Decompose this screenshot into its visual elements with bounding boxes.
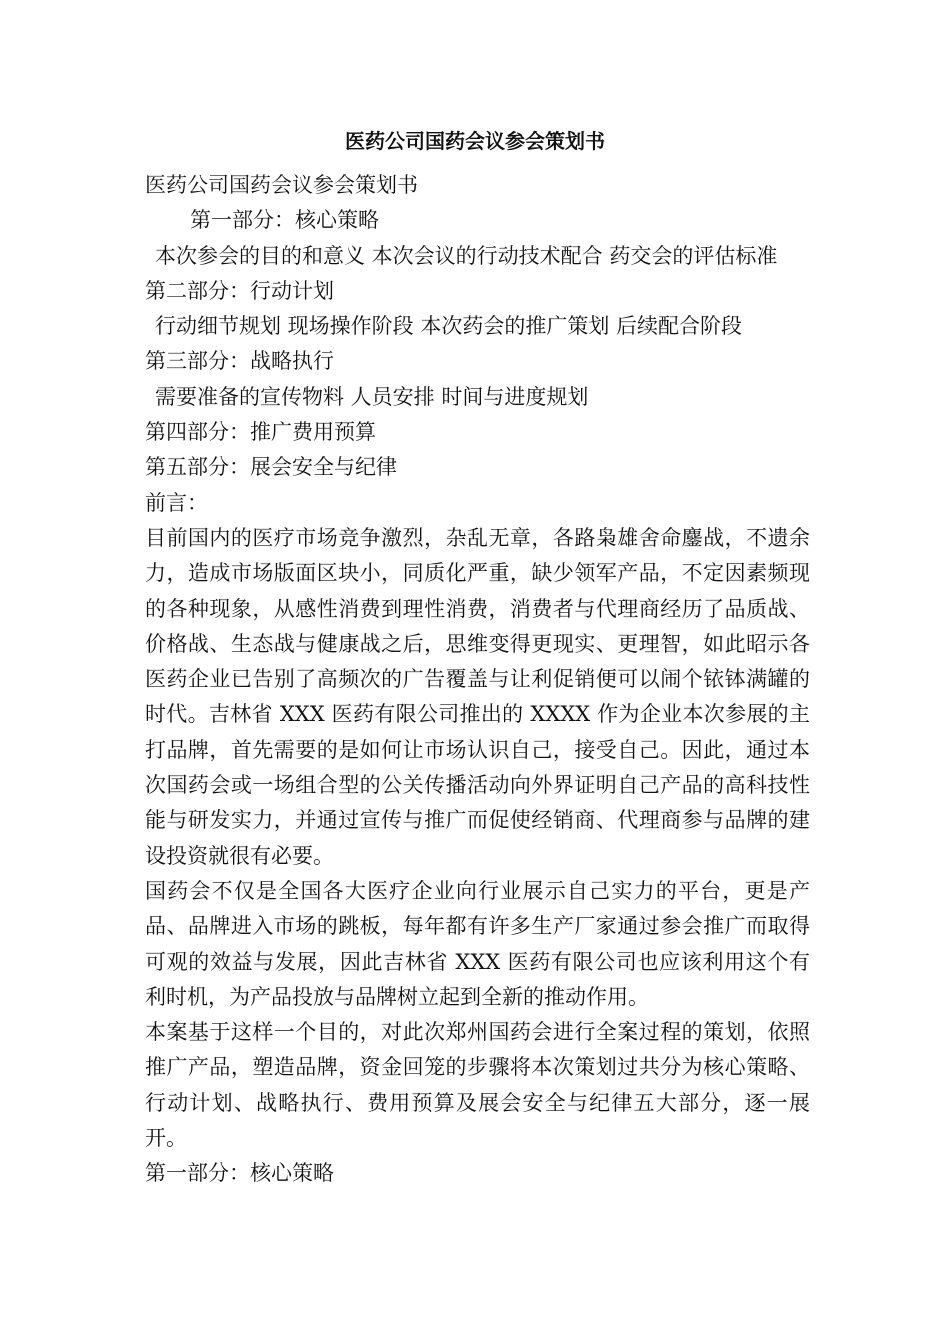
section-heading: 第一部分：核心策略 — [145, 1161, 334, 1186]
document-body — [145, 168, 810, 1192]
preface-paragraph-2: 国药会不仅是全国各大医疗企业向行业展示自己实力的平台，更是产品、品牌进入市场的跳板，每年都有许多生产厂家通过参会推广而取得可观的效益与发展，因此吉林省 XXX 医药有限公司也应该利用这个有利时机，为产品投放与品牌树立起到全新的推动作用。 — [145, 878, 810, 1009]
document-subtitle: 医药公司国药会议参会策划书 — [145, 173, 418, 197]
toc-part2-heading: 第二部分：行动计划 — [145, 278, 334, 303]
preface-paragraph-1: 目前国内的医疗市场竞争激烈，杂乱无章，各路枭雄舍命鏖战，不遗余力，造成市场版面区块小，同质化严重，缺少领军产品，不定因素频现的各种现象，从感性消费到理性消费，消费者与代理商经历了品质战、价格战、生态战与健康战之后，思维变得更现实、更理智，如此昭示各医药企业已告别了高频次的广告覆盖与让利促销便可以闹个铱钵满罐的时代。吉林省 XXX 医药有限公司推出的 XXXX 作为企业本次参展的主打品牌，首先需要的是如何让市场认识自己，接受自己。因此，通过本次国药会或一场组合型的公关传播活动向外界证明自己产品的高科技性能与研发实力，并通过宣传与推广而促使经销商、代理商参与品牌的建设投资就很有必要。 — [145, 525, 810, 868]
document-title: 医药公司国药会议参会策划书 — [345, 129, 605, 153]
preface-label: 前言： — [145, 490, 208, 515]
toc-part3-items: 需要准备的宣传物料 人员安排 时间与进度规划 — [155, 384, 589, 409]
toc-part5-heading: 第五部分：展会安全与纪律 — [145, 455, 397, 480]
toc-part1-items: 本次参会的目的和意义 本次会议的行动技术配合 药交会的评估标准 — [155, 243, 778, 268]
toc-part2-items: 行动细节规划 现场操作阶段 本次药会的推广策划 后续配合阶段 — [155, 314, 743, 339]
toc-part1-heading: 第一部分：核心策略 — [190, 208, 379, 233]
preface-paragraph-3: 本案基于这样一个目的，对此次郑州国药会进行全案过程的策划，依照推广产品，塑造品牌，资金回笼的步骤将本次策划过共分为核心策略、行动计划、战略执行、费用预算及展会安全与纪律五大部分，逐一展开。 — [145, 1020, 810, 1151]
toc-part3-heading: 第三部分：战略执行 — [145, 349, 334, 374]
toc-part4-heading: 第四部分：推广费用预算 — [145, 420, 376, 445]
